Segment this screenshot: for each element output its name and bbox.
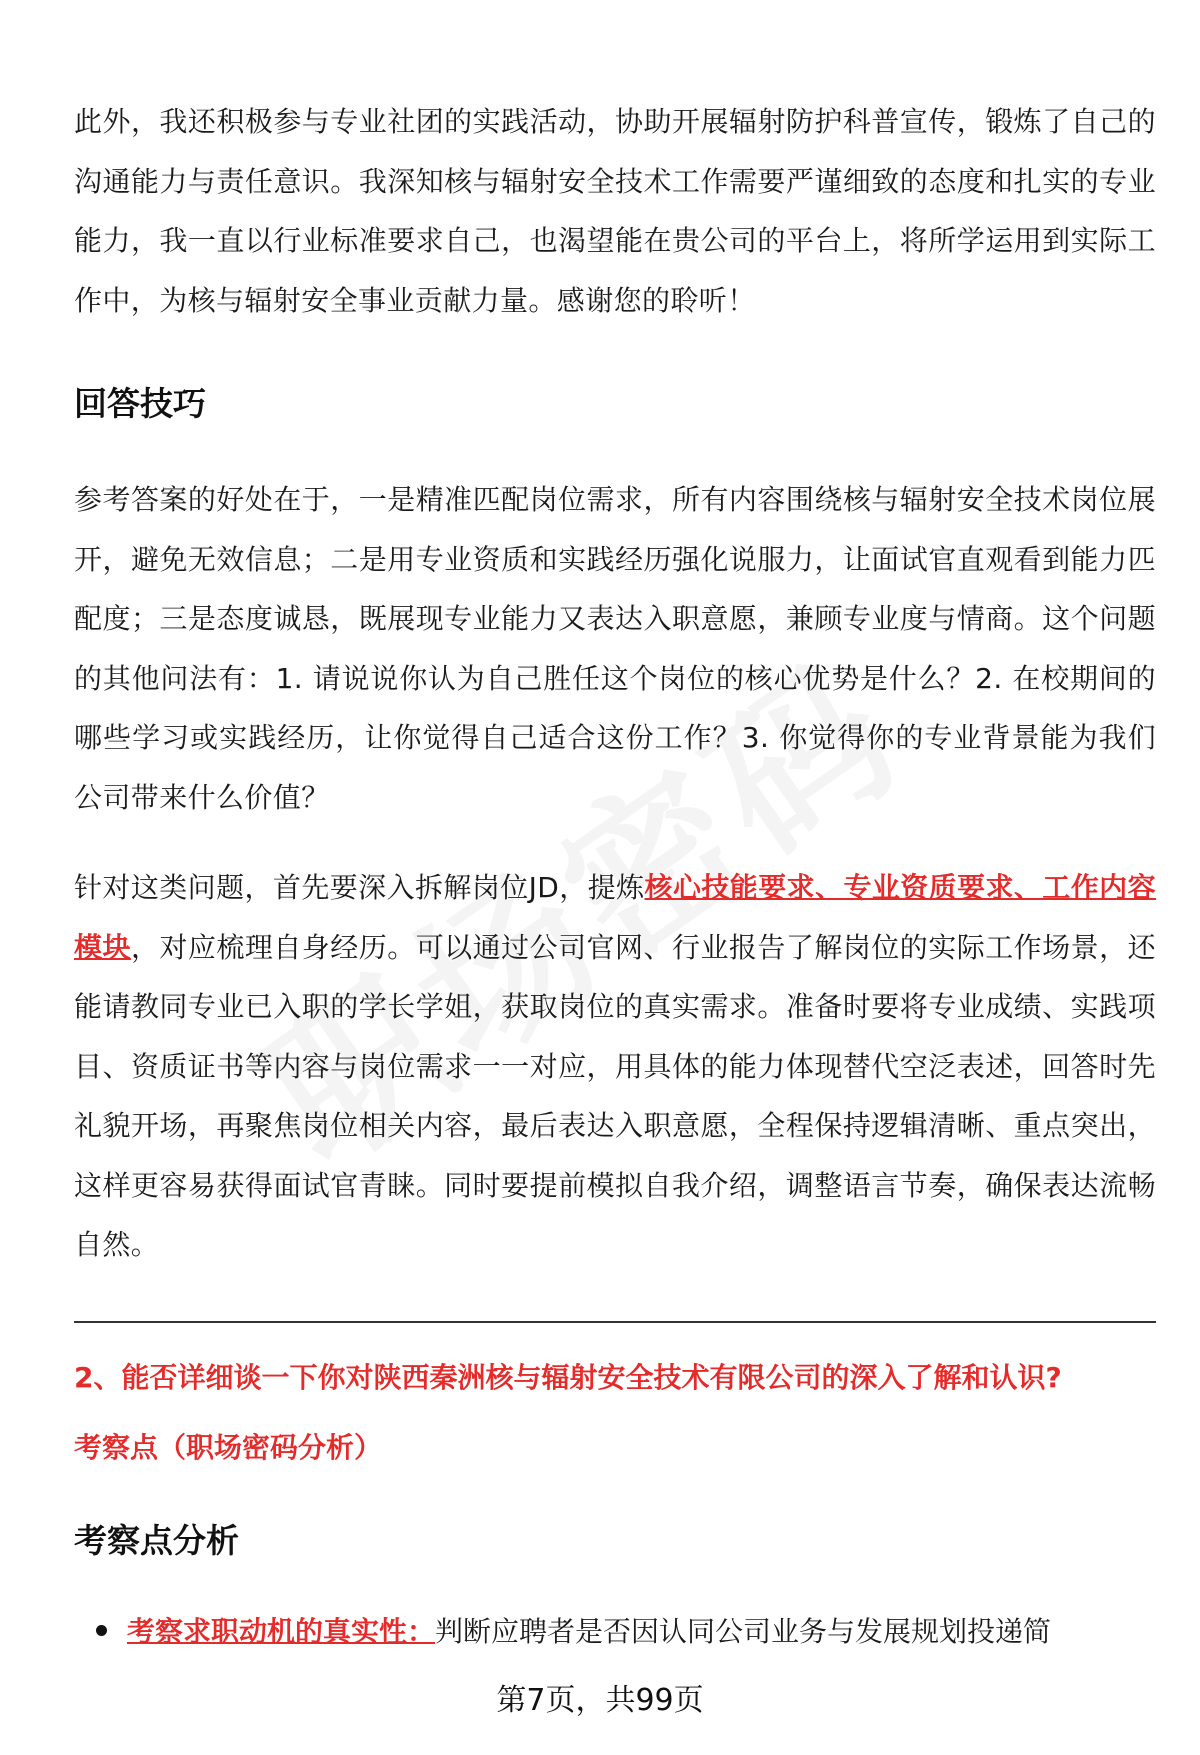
analysis-bullet-item: [96, 1612, 1156, 1652]
question-2-title: 2、能否详细谈一下你对陕西秦洲核与辐射安全技术有限公司的深入了解和认识?: [74, 1361, 1062, 1394]
section-heading-analysis: 考察点分析: [74, 1521, 239, 1560]
bullet-dot-icon: [96, 1625, 107, 1636]
page-number: 第7页，共99页: [496, 1683, 704, 1718]
tips-paragraph-1: 参考答案的好处在于，一是精准匹配岗位需求，所有内容围绕核与辐射安全技术岗位展开，避免无效信息；二是用专业资质和实践经历强化说服力，让面试官直观看到能力匹配度；三是态度诚恳，既展现专业能力又表达入职意愿，兼顾专业度与情商。这个问题的其他问法有：1. 请说说你认为自己胜任这个岗位的核心优势是什么？2. 在校期间的哪些学习或实践经历，让你觉得自己适合这份工作？3. 你觉得你的专业背景能为我们公司带来什么价值？: [74, 483, 1156, 814]
question-2-subtitle: 考察点（职场密码分析）: [74, 1431, 383, 1464]
section-divider: [74, 1321, 1156, 1323]
tips-paragraph-2-after: ，对应梳理自身经历。可以通过公司官网、行业报告了解岗位的实际工作场景，还能请教同专业已入职的学长学姐，获取岗位的真实需求。准备时要将专业成绩、实践项目、资质证书等内容与岗位需求一一对应，用具体的能力体现替代空泛表述，回答时先礼貌开场，再聚焦岗位相关内容，最后表达入职意愿，全程保持逻辑清晰、重点突出，这样更容易获得面试官青睐。同时要提前模拟自我介绍，调整语言节奏，确保表达流畅自然。: [74, 930, 1156, 1261]
section-heading-tips: 回答技巧: [74, 384, 206, 423]
tips-paragraph-2-highlight: 核心技能要求、专业资质要求、工作内容模块: [74, 871, 1156, 964]
tips-paragraph-2: [74, 858, 1156, 1275]
intro-paragraph: 此外，我还积极参与专业社团的实践活动，协助开展辐射防护科普宣传，锻炼了自己的沟通能力与责任意识。我深知核与辐射安全技术工作需要严谨细致的态度和扎实的专业能力，我一直以行业标准要求自己，也渴望能在贵公司的平台上，将所学运用到实际工作中，为核与辐射安全事业贡献力量。感谢您的聆听！: [74, 105, 1156, 317]
bullet-text: 判断应聘者是否因认同公司业务与发展规划投递简: [435, 1615, 1052, 1648]
bullet-label: 考察求职动机的真实性：: [127, 1615, 436, 1648]
tips-paragraph-2-before: 针对这类问题，首先要深入拆解岗位JD，提炼: [74, 871, 645, 904]
